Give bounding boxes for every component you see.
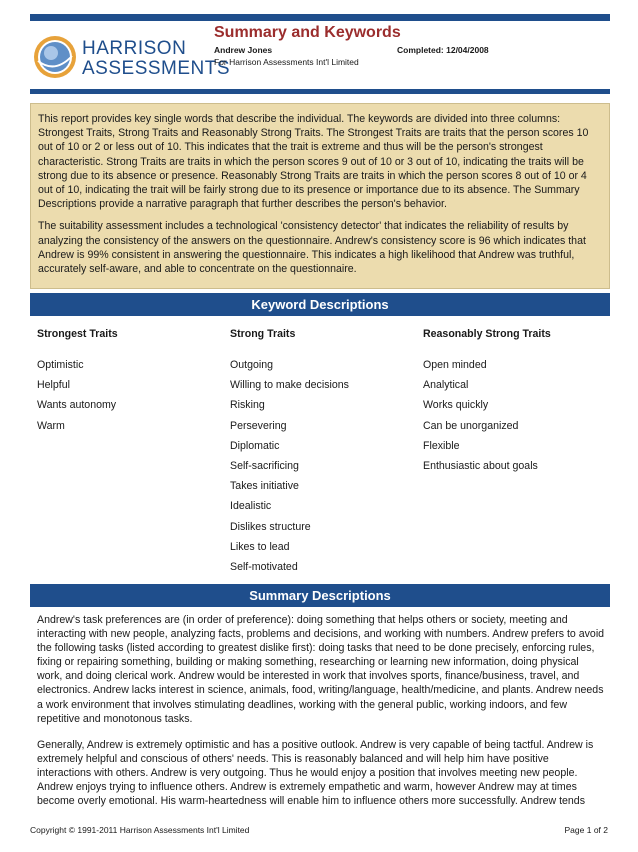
trait-item: Outgoing	[230, 359, 273, 371]
trait-item: Wants autonomy	[37, 399, 117, 412]
trait-item: Flexible	[423, 439, 460, 452]
logo-text-assessments: ASSESSMENTS	[82, 58, 231, 79]
harrison-logo	[32, 34, 231, 82]
company-line: For Harrison Assessments Int'l Limited	[214, 57, 359, 67]
strongest-traits-column	[37, 328, 227, 439]
intro-paragraph: This report provides key single words that describe the individual. The keywords are divided into three columns: Strongest Traits, Strong Traits and Reasonably Strong Traits. The Strongest Traits are traits that the person scores 10 out of 10 or 2 or less out of 10. This indicates that the trait is extreme and thus will be the person's strongest characteristic. Strong Traits are traits in which the person scores 9 out of 10 or 3 out of 10, indicating the traits will be strong due to its absence or presence. Reasonably Strong Traits are traits in which the person scores 8 out of 10 or 4 out of 10, indicating the trait will be fairly strong due to its presence or importance due to its absence. The Summary Descriptions provide a narrative paragraph that further describes the person's behavior.	[38, 113, 589, 211]
trait-item: Persevering	[230, 419, 287, 432]
trait-item: Enthusiastic about goals	[423, 459, 538, 472]
summary-paragraph: Andrew's task preferences are (in order of preference): doing something that helps others or society, meeting and interacting with new people, analyzing facts, problems and decisions, and working with numbers. Andrew prefers to avoid the following tasks (listed according to greatest dislike first): doing tasks that need to be done precisely, enforcing rules, fixing or repairing something, building or making something, researching or learning new information, doing physical work, and doing clerical work. Andrew would be interested in work that involves sports, finance/business, travel, and electronics. Andrew lacks interest in science, animals, food, writing/language, health/medicine, and plants. Andrew needs a work environment that involves stimulating deadlines, working with the general public, working indoors, and few repetitive and monotonous tasks.	[37, 614, 605, 725]
trait-item: Diplomatic	[230, 439, 280, 452]
summary-clip	[0, 607, 638, 812]
column-heading: Strong Traits	[230, 328, 296, 340]
candidate-name: Andrew Jones	[214, 45, 273, 55]
footer-page-number: Page 1 of 2	[564, 825, 608, 835]
trait-item: Dislikes structure	[230, 520, 311, 533]
report-title: Summary and Keywords	[214, 24, 401, 41]
column-heading: Strongest Traits	[37, 328, 118, 340]
trait-item: Takes initiative	[230, 480, 299, 493]
summary-paragraph: Generally, Andrew is extremely optimistic and has a positive outlook. Andrew is very capable of being tactful. Andrew is extremely helpful and conscious of others' needs. This is reasonably balanced and will help him have positive interactions with others. Andrew is very outgoing. Thus he would enjoy a position that involves meeting new people. Andrew enjoys trying to influence others. Andrew is extremely empathetic and warm, however Andrew may at times become overly emotional. His warm-heartedness will enable him to influence others more successfully. Andrew tends	[37, 738, 594, 808]
summary-body	[37, 613, 605, 808]
trait-item: Likes to lead	[230, 540, 290, 553]
trait-item: Can be unorganized	[423, 419, 519, 432]
keyword-descriptions-heading: Keyword Descriptions	[30, 293, 610, 316]
strong-traits-column	[230, 328, 420, 580]
trait-item: Willing to make decisions	[230, 379, 349, 392]
trait-item: Optimistic	[37, 359, 84, 371]
reasonably-strong-traits-column	[423, 328, 613, 479]
completed-date: Completed: 12/04/2008	[397, 45, 489, 55]
trait-item: Open minded	[423, 359, 487, 371]
trait-item: Risking	[230, 399, 265, 412]
footer-copyright: Copyright © 1991-2011 Harrison Assessments Int'l Limited	[30, 825, 250, 835]
trait-item: Works quickly	[423, 399, 489, 412]
trait-item: Self-sacrificing	[230, 459, 299, 472]
trait-item: Analytical	[423, 379, 469, 392]
trait-item: Warm	[37, 419, 65, 432]
trait-item: Idealistic	[230, 500, 272, 513]
logo-text-harrison: HARRISON	[82, 38, 187, 59]
summary-descriptions-heading: Summary Descriptions	[30, 584, 610, 607]
intro-box	[30, 103, 610, 289]
column-heading: Reasonably Strong Traits	[423, 328, 551, 340]
intro-paragraph: The suitability assessment includes a technological 'consistency detector' that indicates the reliability of results by analyzing the consistency of the answers on the questionnaire. Andrew's consistency score is 96 which indicates that Andrew is 99% consistent in answering the questionnaire. This indicates a high likelihood that Andrew was truthful, accurately self-aware, and able to concentrate on the questionnaire.	[38, 220, 586, 276]
harrison-globe-icon	[32, 34, 78, 80]
trait-item: Self-motivated	[230, 560, 298, 573]
header-bottom-rule	[30, 89, 610, 94]
trait-item: Helpful	[37, 379, 70, 392]
header-top-rule	[30, 14, 610, 21]
